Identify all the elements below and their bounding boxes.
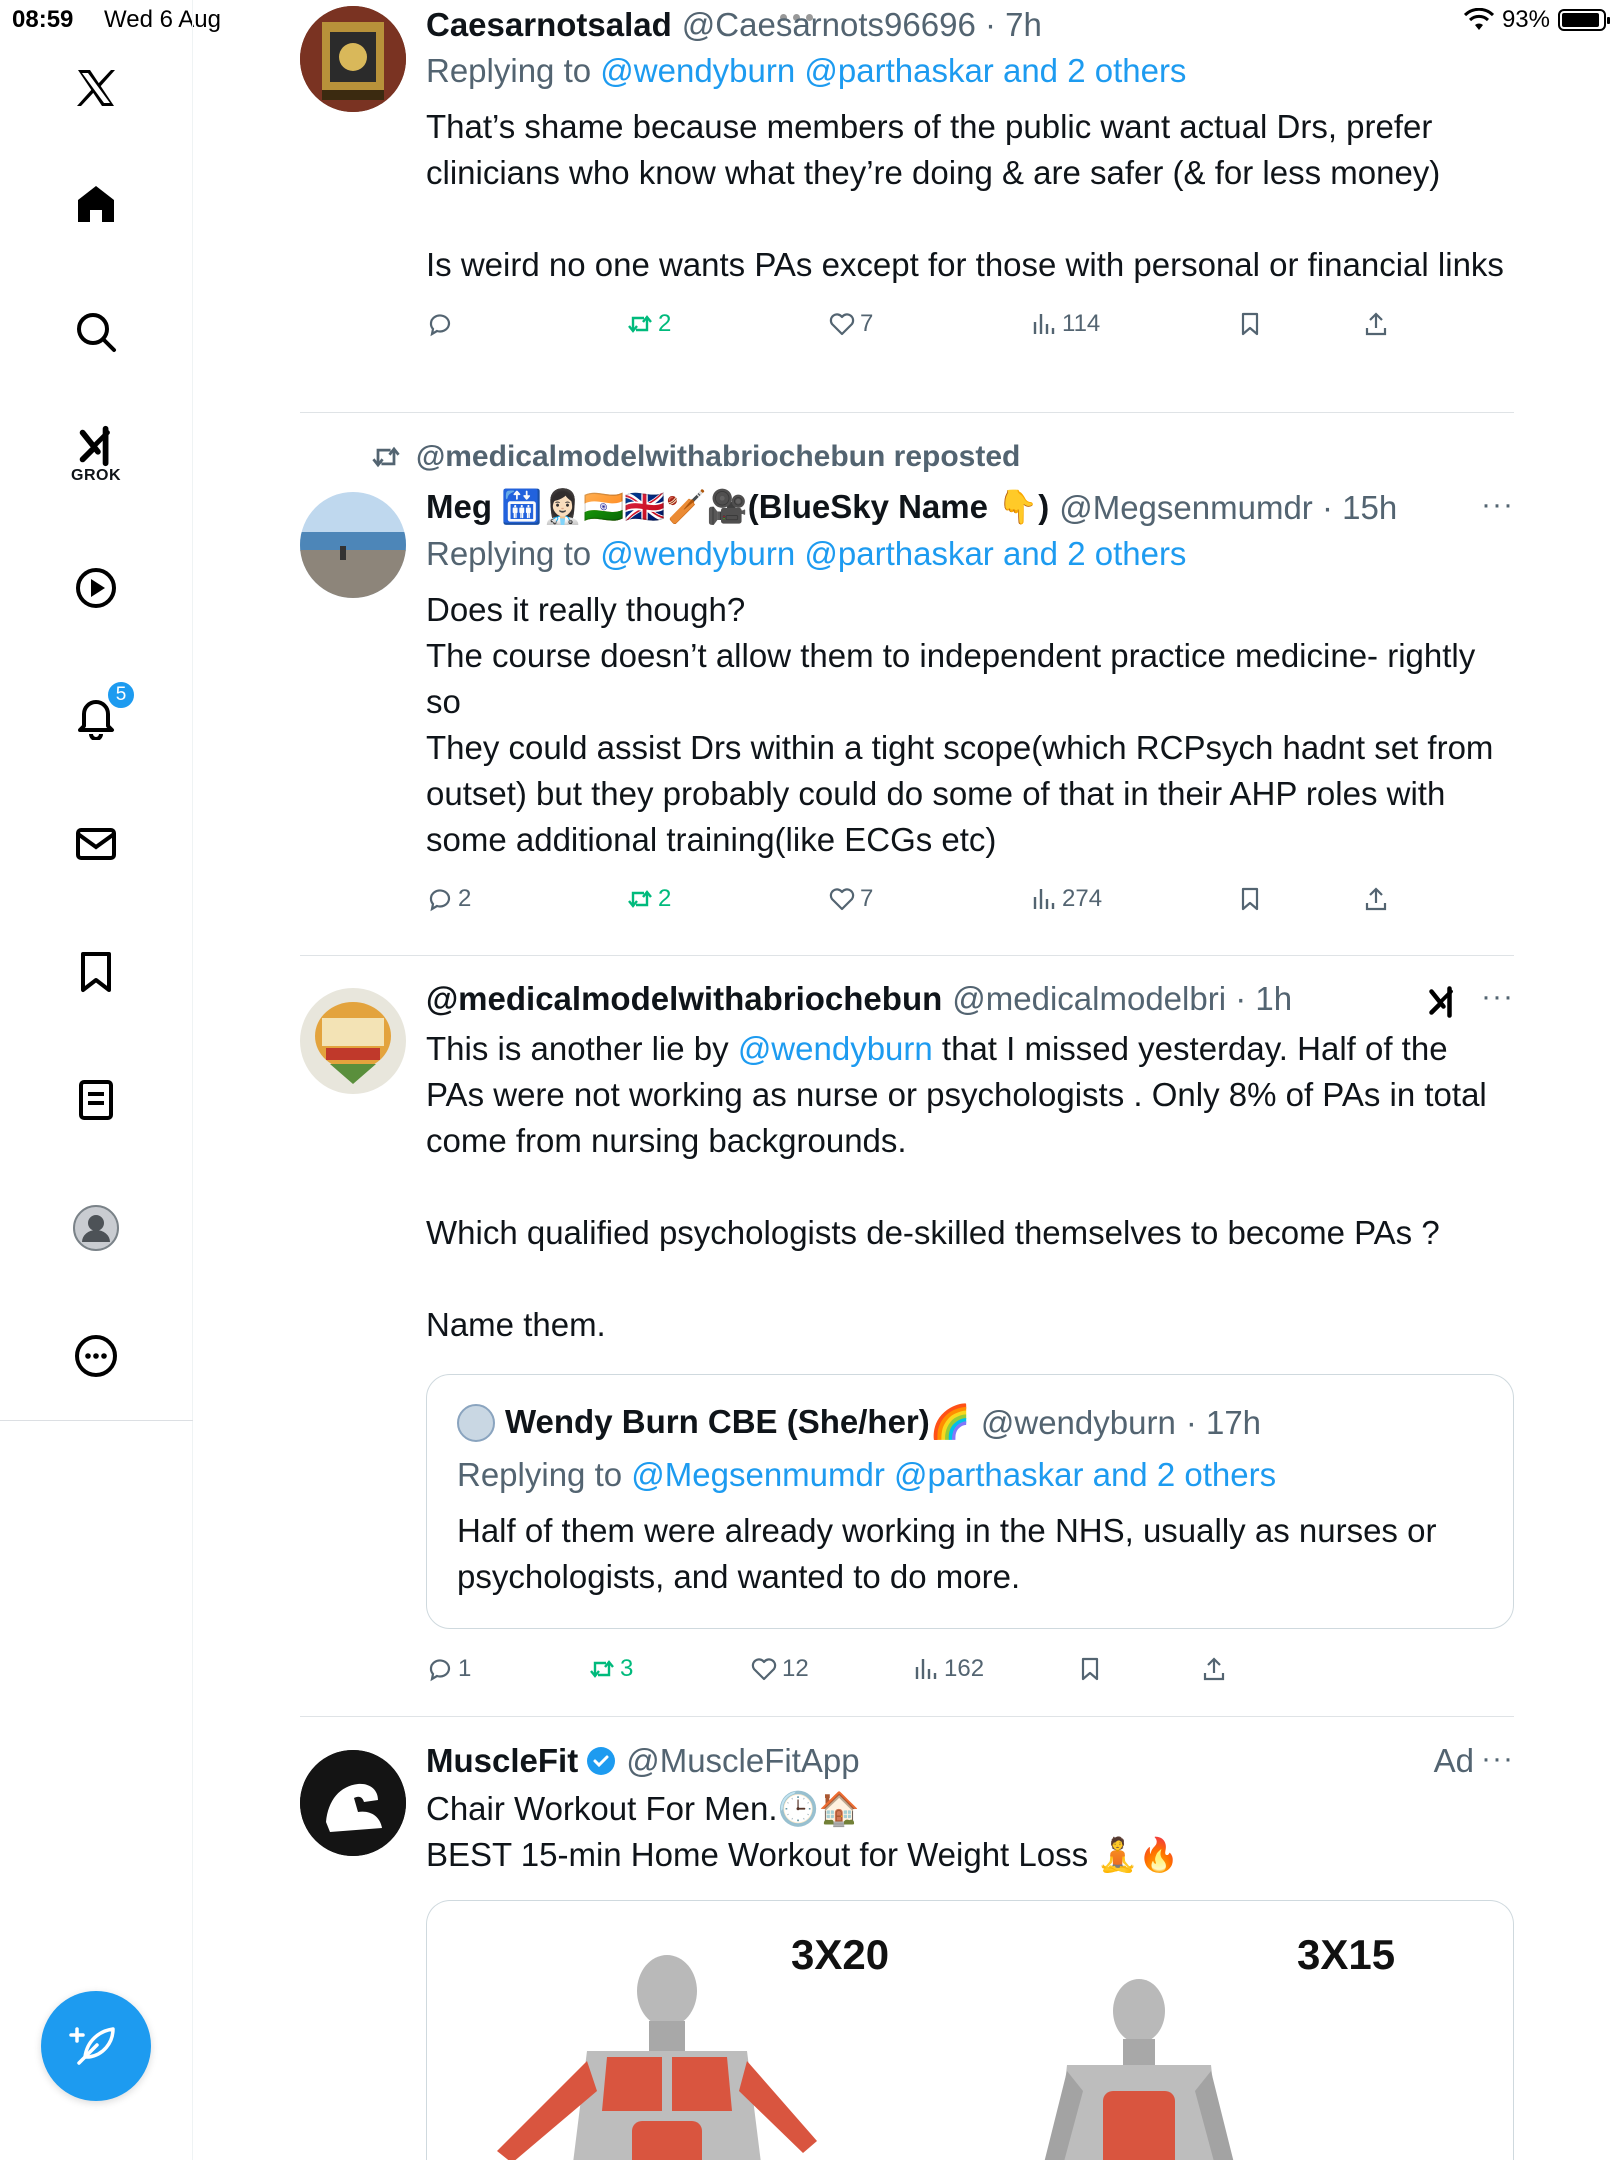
like-button[interactable] [828, 310, 873, 338]
replying-to-links[interactable]: @wendyburn @parthaskar and 2 others [600, 52, 1187, 89]
more-options-icon[interactable]: ··· [1481, 488, 1514, 521]
retweet-icon [626, 885, 654, 913]
reply-count: 2 [458, 885, 472, 912]
quote-replying-to [457, 1456, 1483, 1494]
tweet-body: That’s shame because members of the public want actual Drs, prefer clinicians who know what they’re doing & are safer (& for less money) Is weird no one wants PAs except for those with personal or financial links [426, 108, 1504, 283]
battery-icon [1558, 9, 1606, 31]
replying-to-links[interactable]: @wendyburn @parthaskar and 2 others [600, 535, 1187, 572]
tweet[interactable] [300, 440, 1514, 940]
verified-badge-icon [586, 1746, 616, 1776]
tweet-meta [426, 488, 1514, 527]
author-handle[interactable]: @medicalmodelbri [952, 980, 1227, 1017]
like-count: 7 [860, 885, 874, 912]
retweet-icon [370, 441, 402, 473]
compose-feather-icon [69, 2019, 123, 2073]
more-options-icon[interactable]: ··· [1481, 1742, 1514, 1775]
x-logo[interactable] [56, 48, 136, 128]
quote-avatar [457, 1404, 495, 1442]
quote-author-handle: @wendyburn [980, 1403, 1176, 1441]
quote-author-name: Wendy Burn CBE (She/her)🌈 [505, 1403, 971, 1440]
workout-figure [457, 1941, 837, 2160]
bookmark-button[interactable] [1236, 885, 1264, 913]
battery-fill [1562, 13, 1599, 27]
workout-figure [997, 1941, 1277, 2160]
tweet-body: Does it really though? The course doesn’t allow them to independent practice medicine- rightly so They could assist Drs within a tight scope(which RCPsych hadnt set from outset) but they probably could do some of that in their AHP roles with some additional training(like ECGs etc) [426, 591, 1494, 858]
status-date: Wed 6 Aug [104, 6, 221, 33]
repost-by[interactable]: @medicalmodelwithabriochebun reposted [416, 440, 1021, 473]
mail-icon [72, 820, 120, 868]
retweet-count: 2 [658, 310, 672, 337]
battery-percent: 93% [1501, 6, 1550, 33]
sidebar-item-video[interactable] [56, 548, 136, 628]
bookmark-icon [1236, 885, 1264, 913]
ad-label: Ad [1433, 1742, 1474, 1779]
like-button[interactable] [750, 1655, 809, 1683]
replying-prefix: Replying to [426, 52, 592, 89]
rep-label: 3X20 [791, 1931, 890, 1978]
ad-tweet[interactable] [300, 1742, 1514, 2160]
sidebar-item-articles[interactable] [56, 1060, 136, 1140]
more-icon [72, 1332, 120, 1380]
view-count: 274 [1062, 885, 1103, 912]
retweet-button[interactable] [626, 310, 671, 338]
author-name[interactable]: Meg 🛗👩🏻‍⚕️🇮🇳🇬🇧🏏🎥(BlueSky Name 👇) [426, 488, 1050, 525]
views-button[interactable] [912, 1655, 984, 1683]
avatar[interactable] [300, 1750, 406, 1856]
retweet-count: 3 [620, 1655, 634, 1682]
share-button[interactable] [1362, 310, 1390, 338]
grok-label: GROK [71, 467, 121, 484]
ad-media[interactable] [426, 1900, 1514, 2160]
replying-prefix: Replying to [457, 1456, 623, 1493]
quote-body: Half of them were already working in the NHS, usually as nurses or psychologists, and wanted to do more. [457, 1512, 1437, 1595]
reply-icon [426, 1655, 454, 1683]
repost-indicator [370, 440, 1020, 474]
tweet-actions [426, 310, 1514, 350]
share-icon [1362, 310, 1390, 338]
reply-button[interactable] [426, 310, 458, 338]
tweet-body-pre: This is another lie by [426, 1030, 738, 1067]
tweet[interactable] [300, 6, 1514, 406]
play-icon [72, 564, 120, 612]
home-icon [72, 180, 120, 228]
replying-prefix: Replying to [426, 535, 592, 572]
tweet-separator [300, 955, 1514, 956]
retweet-icon [588, 1655, 616, 1683]
more-options-icon[interactable]: ··· [1481, 980, 1514, 1013]
sidebar-item-home[interactable] [56, 164, 136, 244]
tweet-separator [300, 412, 1514, 413]
reply-icon [426, 310, 454, 338]
sidebar-item-profile[interactable] [56, 1188, 136, 1268]
avatar[interactable] [300, 492, 406, 598]
retweet-button[interactable] [588, 1655, 633, 1683]
notification-badge: 5 [106, 680, 136, 710]
like-count: 7 [860, 310, 874, 337]
views-icon [912, 1655, 940, 1683]
tweet-time: · 15h [1321, 488, 1398, 526]
quote-meta [457, 1403, 1483, 1442]
sidebar-divider [0, 1420, 193, 1421]
tweet-meta [426, 6, 1514, 44]
reply-button[interactable] [426, 885, 471, 913]
status-time: 08:59 [12, 6, 74, 33]
heart-icon [828, 310, 856, 338]
share-button[interactable] [1200, 1655, 1228, 1683]
avatar[interactable] [300, 6, 406, 112]
share-icon [1362, 885, 1390, 913]
tweet-separator [300, 1716, 1514, 1717]
article-icon [72, 1076, 120, 1124]
quote-time: · 17h [1185, 1403, 1262, 1441]
views-button[interactable] [1030, 310, 1100, 338]
views-icon [1030, 885, 1058, 913]
bookmark-button[interactable] [1076, 1655, 1104, 1683]
retweet-button[interactable] [626, 885, 671, 913]
heart-icon [750, 1655, 778, 1683]
sidebar-item-more[interactable] [56, 1316, 136, 1396]
author-handle[interactable]: @MuscleFitApp [626, 1742, 860, 1779]
bookmark-icon [72, 948, 120, 996]
tweet-body: Chair Workout For Men.🕒🏠 BEST 15-min Home Workout for Weight Loss 🧘🔥 [426, 1790, 1180, 1873]
author-handle[interactable]: @Megsenmumdr [1059, 488, 1313, 526]
replying-to-links: @Megsenmumdr @parthaskar and 2 others [631, 1456, 1277, 1493]
replying-to [426, 535, 1514, 573]
tweet-meta [426, 1742, 1514, 1780]
sidebar-item-bookmarks[interactable] [56, 932, 136, 1012]
x-logo-icon [72, 64, 120, 112]
sidebar-item-messages[interactable] [56, 804, 136, 884]
tweet-body [426, 1026, 1514, 1348]
mention-link[interactable]: @wendyburn [737, 1030, 933, 1067]
reply-button[interactable] [426, 1655, 471, 1683]
author-name[interactable]: MuscleFit [426, 1742, 579, 1779]
view-count: 114 [1062, 310, 1101, 337]
bookmark-icon [1076, 1655, 1104, 1683]
tweet-time: · 1h [1235, 980, 1293, 1017]
heart-icon [828, 885, 856, 913]
share-icon [1200, 1655, 1228, 1683]
search-icon [72, 308, 120, 356]
retweet-count: 2 [658, 885, 672, 912]
sidebar-item-notifications[interactable] [56, 676, 136, 756]
profile-icon [72, 1204, 120, 1252]
author-name[interactable]: @medicalmodelwithabriochebun [426, 980, 943, 1017]
sidebar [0, 0, 193, 2160]
views-icon [1030, 310, 1058, 338]
tweet-actions [426, 885, 1514, 925]
view-count: 162 [944, 1655, 985, 1682]
grok-icon [73, 423, 119, 469]
share-button[interactable] [1362, 885, 1390, 913]
like-count: 12 [782, 1655, 809, 1682]
tweet-actions [426, 1655, 1514, 1695]
avatar[interactable] [300, 988, 406, 1094]
tweet-meta [426, 980, 1514, 1018]
views-button[interactable] [1030, 885, 1102, 913]
author-handle[interactable]: @Caesarnots96696 [681, 6, 976, 43]
reply-count: 1 [458, 1655, 472, 1682]
tweet[interactable] [300, 980, 1514, 1700]
author-name[interactable]: Caesarnotsalad [426, 6, 672, 43]
replying-to [426, 52, 1514, 90]
tweet-body-post: that I missed yesterday. Half of the PAs were not working as nurse or psychologists . Only 8% of PAs in total come from nursing backgrounds. Which qualified psychologists de-skilled themselves to become PAs ? Name them. [426, 1030, 1487, 1343]
bookmark-icon [1236, 310, 1264, 338]
tweet-time: · 7h [984, 6, 1042, 43]
retweet-icon [626, 310, 654, 338]
grok-icon[interactable] [1424, 984, 1460, 1020]
quoted-tweet[interactable] [426, 1374, 1514, 1629]
bookmark-button[interactable] [1236, 310, 1264, 338]
sidebar-item-grok[interactable] [56, 414, 136, 494]
compose-button[interactable] [41, 1991, 151, 2101]
reply-icon [426, 885, 454, 913]
sidebar-item-search[interactable] [56, 292, 136, 372]
rep-label: 3X15 [1297, 1931, 1396, 1978]
like-button[interactable] [828, 885, 873, 913]
